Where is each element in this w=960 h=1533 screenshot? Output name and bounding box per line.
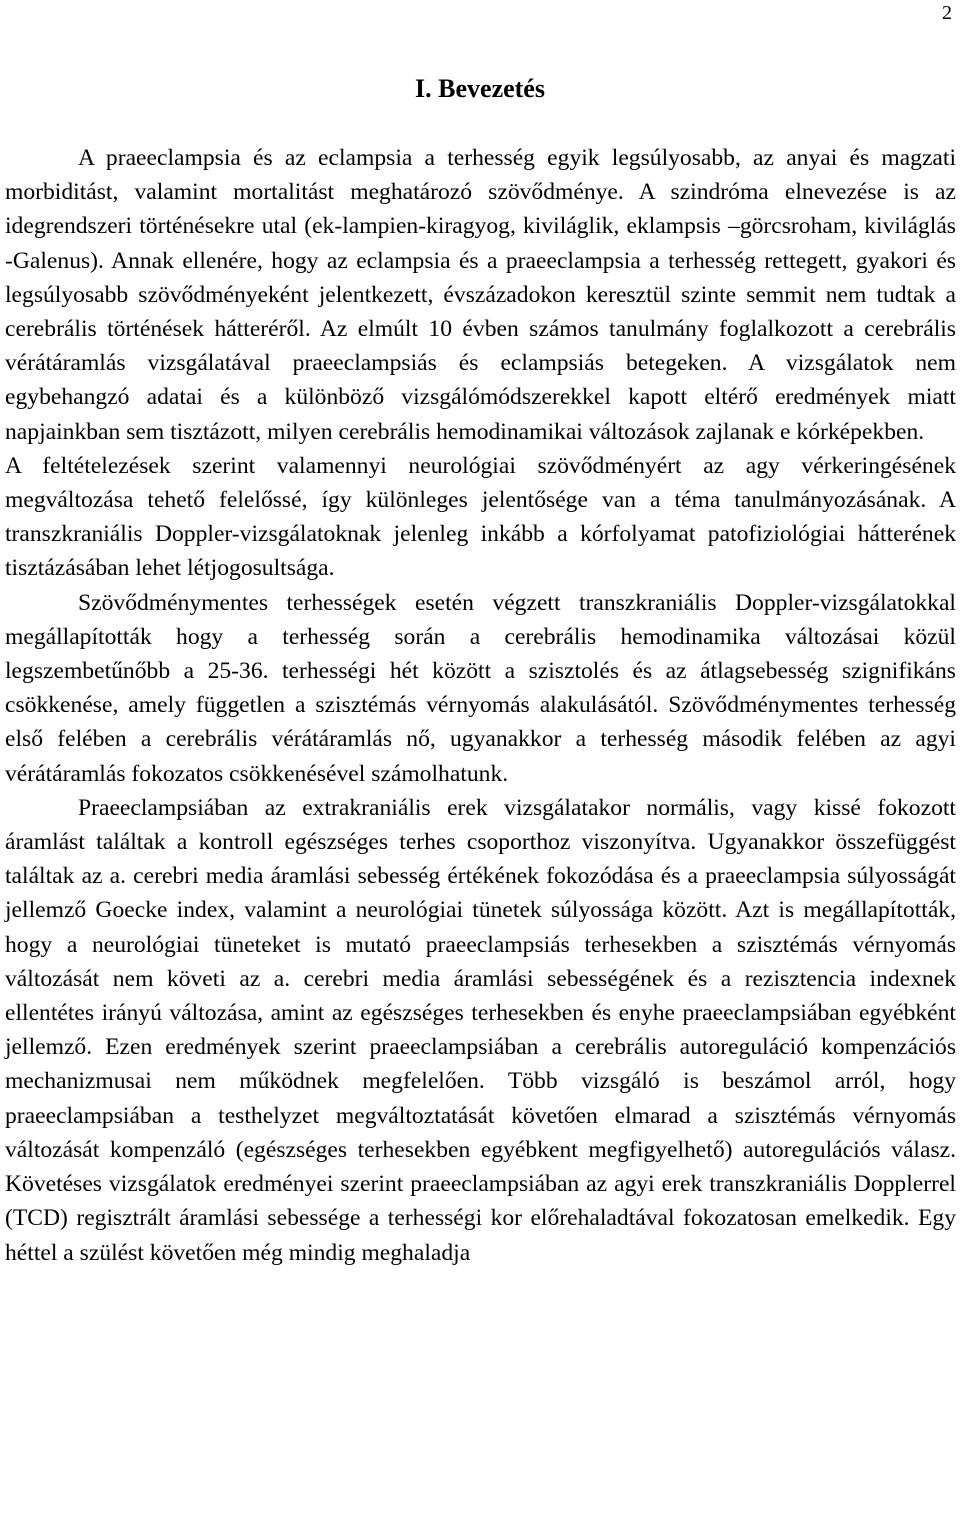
body-text [5,141,956,1270]
paragraph-praeeclampsia: Praeeclampsiában az extrakraniális erek vizsgálatakor normális, vagy kissé fokozott áramlást találtak a kontroll egészséges terhes csoporthoz viszonyítva. Ugyanakkor összefüggést találtak az a. cerebri media áramlási sebesség értékének fokozódása és a praeeclampsia súlyosságát jellemző Goecke index, valamint a neurológiai tünetek súlyossága között. Azt is megállapították, hogy a neurológiai tüneteket is mutató praeeclampsiás terhesekben a szisztémás vérnyomás változását nem követi az a. cerebri media áramlási sebességének és a rezisztencia indexnek ellentétes irányú változása, amint az egészséges terhesekben és enyhe praeeclampsiában egyébként jellemző. Ezen eredmények szerint praeeclampsiában a cerebrális autoreguláció kompenzációs mechanizmusai nem működnek megfelelően. Több vizsgáló is beszámol arról, hogy praeeclampsiában a testhelyzet megváltoztatását követően elmarad a szisztémás vérnyomás változását kompenzáló (egészséges terhesekben egyébkent megfigyelhető) autoregulációs válasz. Követéses vizsgálatok eredményei szerint praeeclampsiában az agyi erek transzkraniális Dopplerrel (TCD) regisztrált áramlási sebessége a terhességi kor előrehaladtával fokozatosan emelkedik. Egy héttel a szülést követően még mindig meghaladja [5,794,956,1266]
page-number: 2 [942,2,952,24]
paragraph-normal-pregnancy: Szövődménymentes terhességek esetén végzett transzkraniális Doppler-vizsgálatokkal megállapították hogy a terhesség során a cerebrális hemodinamika változásai közül legszembetűnőbb a 25-36. terhességi hét között a szisztolés és az átlagsebesség szignifikáns csökkenése, amely független a szisztémás vérnyomás alakulásától. Szövődménymentes terhesség első felében a cerebrális vérátáramlás nő, ugyanakkor a terhesség második felében az agyi vérátáramlás fokozatos csökkenésével számolhatunk. [5,589,956,787]
paragraph-intro: A praeeclampsia és az eclampsia a terhesség egyik legsúlyosabb, az anyai és magzati morbiditást, valamint mortalitást meghatározó szövődménye. A szindróma elnevezése is az idegrendszeri történésekre utal (ek-lampien-kiragyog, kiviláglik, eklampsis –görcsroham, kiviláglás -Galenus). Annak ellenére, hogy az eclampsia és a praeeclampsia a terhesség rettegett, gyakori és legsúlyosabb szövődményeként jelentkezett, évszázadokon keresztül szinte semmit nem tudtak a cerebrális történések hátteréről. Az elmúlt 10 évben számos tanulmány foglalkozott a cerebrális vérátáramlás vizsgálatával praeeclampsiás és eclampsiás betegeken. A vizsgálatok nem egybehangzó adatai és a különböző vizsgálómódszerekkel kapott eltérő eredmények miatt napjainkban sem tisztázott, milyen cerebrális hemodinamikai változások zajlanak e kórképekben. [5,145,956,445]
paragraph-hypothesis: A feltételezések szerint valamennyi neurológiai szövődményért az agy vérkeringésének megváltozása tehető felelőssé, így különleges jelentősége van a téma tanulmányozásának. A transzkraniális Doppler-vizsgálatoknak jelenleg inkább a kórfolyamat patofiziológiai hátterének tisztázásában lehet létjogosultsága. [5,452,956,582]
section-heading: I. Bevezetés [415,74,545,103]
